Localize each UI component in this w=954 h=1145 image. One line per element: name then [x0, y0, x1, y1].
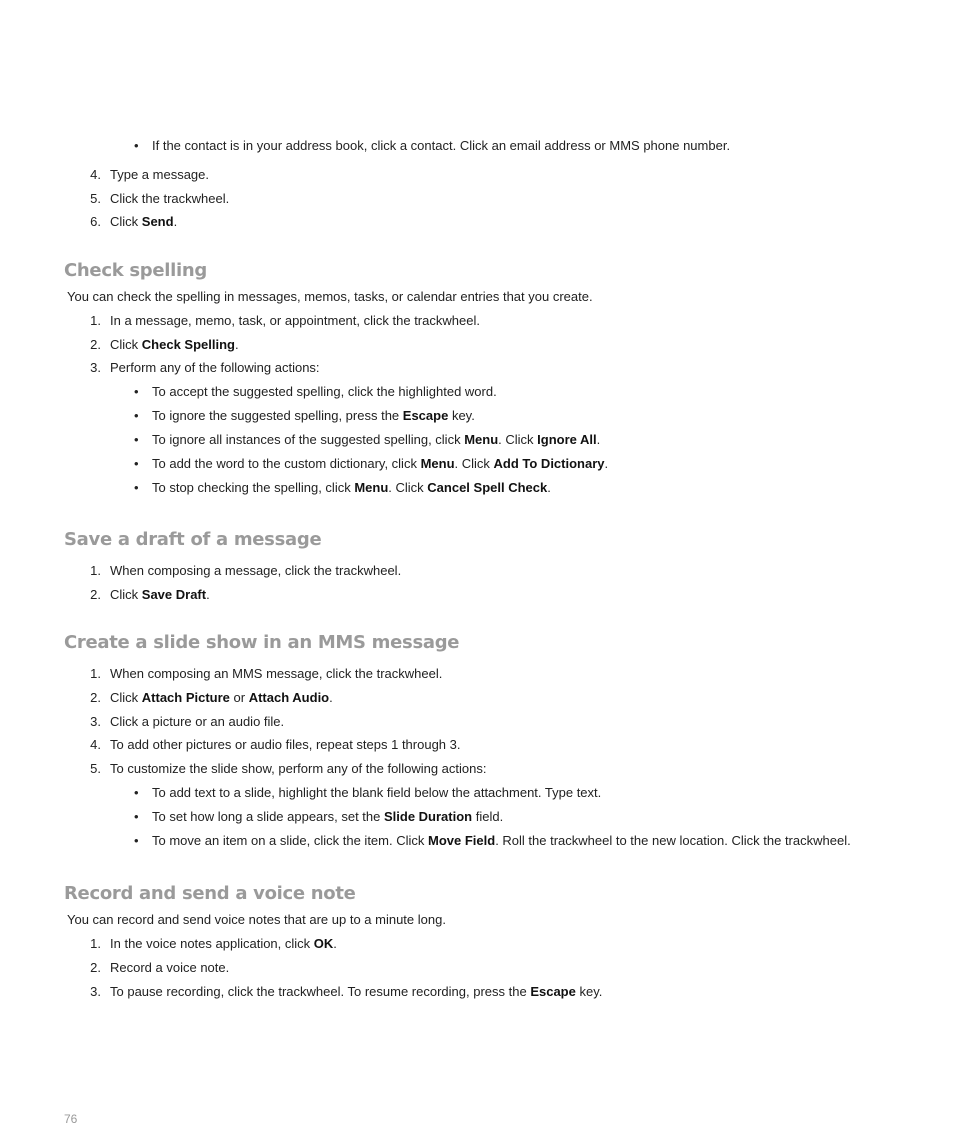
- section-heading-slide-show: Create a slide show in an MMS message: [64, 632, 460, 653]
- ui-term: Move Field: [428, 833, 496, 848]
- bullet-glyph: •: [134, 833, 139, 848]
- bullet-glyph: •: [134, 456, 139, 471]
- ui-term: Menu: [354, 480, 389, 495]
- document-page: • If the contact is in your address book, click a contact. Click an email address or MMS phone number. 4. Type a message. 5. Click the trackwheel. 6. Click Send. Check spelling You can check the spelling in messages, memos, tasks, or calendar entries that you create. 1. In a message, memo, task, or appointment, click the trackwheel. 2. Click Check Spelling. 3. Perform any of the following actions: • To accept the suggested spelling, click the highlighted word. • To ignore the suggested spelling, press the Escape key. • To ignore all instances of the suggested spelling, click Menu. Click Ignore All. • To add the word to the custom dictionary, click Menu. Click Add To Dictionary. • To stop checking the spelling, click Menu. Click Cancel Spell Check. Save a draft of a message 1. When composing a message, click the trackwheel. 2. Click Save Draft. Create a slide show in an MMS message 1. When composing an MMS message, click the trackwheel. 2. Click Attach Picture or Attach Audio. 3. Click a picture or an audio file. 4. To add other pictures or audio files, repeat steps 1 through 3. 5. To customize the slide show, perform any of the following actions: • To add text to a slide, highlight the blank field below the attachment. Type text. • To set how long a slide appears, set the Slide Duration field. • To move an item on a slide, click the item. Click Move Field. Roll the trackwheel to the new location. Click the trackwheel. Record and send a voice note You can record and send voice notes that are up to a minute long. 1. In the voice notes application, click OK. 2. Record a voice note. 3. To pause recording, click the trackwheel. To resume recording, press the Escape key. 76: [64, 138, 851, 1126]
- bullet-glyph: •: [134, 432, 139, 447]
- bullet-glyph: •: [134, 785, 139, 800]
- section-heading-check-spelling: Check spelling: [64, 260, 207, 281]
- ui-term: Send: [141, 214, 174, 229]
- ui-term: Slide Duration: [383, 809, 473, 824]
- ui-term: Cancel Spell Check: [427, 480, 548, 495]
- bullet-glyph: •: [134, 408, 139, 423]
- bullet-glyph: •: [134, 138, 139, 153]
- section-heading-save-draft: Save a draft of a message: [64, 529, 322, 550]
- ui-term: Check Spelling: [141, 337, 235, 352]
- ui-term: Escape: [530, 984, 576, 999]
- ui-term: Menu: [420, 456, 455, 471]
- bullet-glyph: •: [134, 384, 139, 399]
- section-intro: You can record and send voice notes that are up to a minute long.: [67, 912, 446, 927]
- section-intro: You can check the spelling in messages, memos, tasks, or calendar entries that you create.: [67, 289, 593, 304]
- ui-term: Save Draft: [141, 587, 207, 602]
- bullet-glyph: •: [134, 480, 139, 495]
- ui-term: Menu: [464, 432, 499, 447]
- ui-term: Attach Picture: [141, 690, 230, 705]
- ui-term: OK: [313, 936, 334, 951]
- ui-term: Add To Dictionary: [493, 456, 605, 471]
- section-heading-voice-note: Record and send a voice note: [64, 883, 356, 904]
- ui-term: Attach Audio: [248, 690, 330, 705]
- page-number: 76: [64, 1112, 78, 1126]
- bullet-glyph: •: [134, 809, 139, 824]
- ui-term: Ignore All: [537, 432, 597, 447]
- ui-term: Escape: [402, 408, 449, 423]
